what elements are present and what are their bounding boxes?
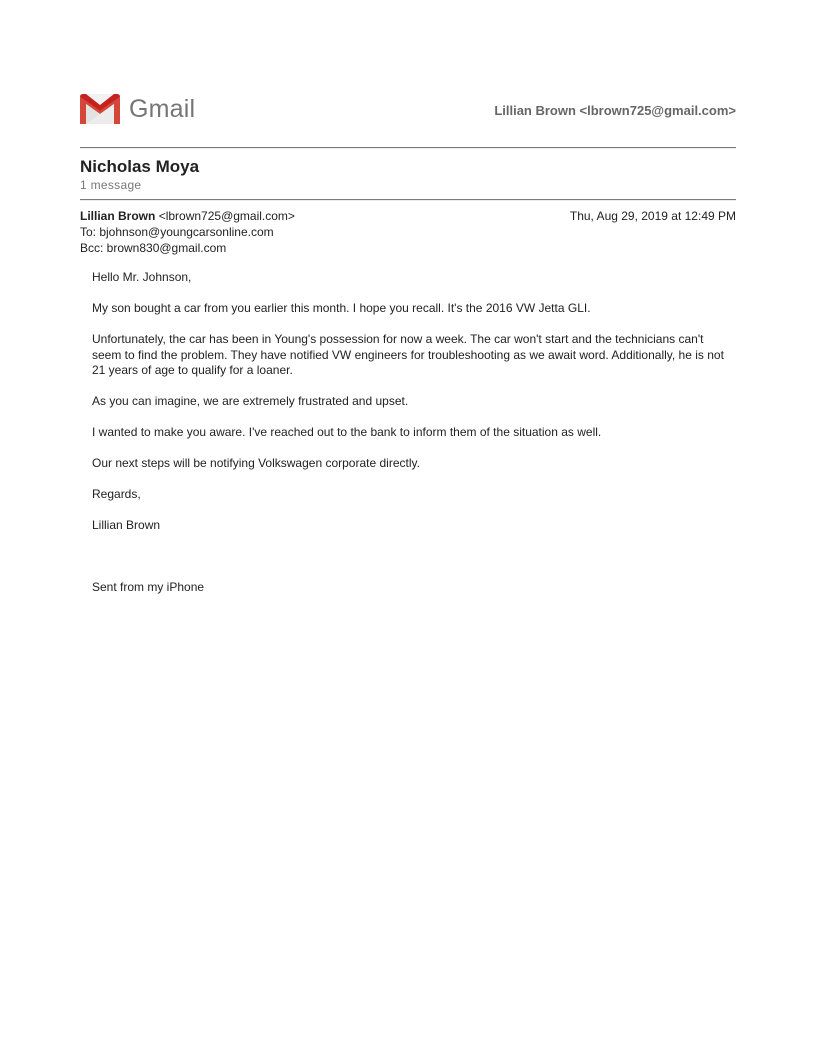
body-paragraph: My son bought a car from you earlier this month. I hope you recall. It's the 2016 VW Jetta GLI. [92, 301, 591, 315]
body-paragraph: I wanted to make you aware. I've reached out to the bank to inform them of the situation as well. [92, 425, 602, 439]
message-body [92, 270, 732, 611]
print-header [80, 92, 736, 128]
divider-thread [80, 199, 736, 201]
greeting: Hello Mr. Johnson, [92, 270, 192, 284]
gmail-envelope-icon [80, 94, 120, 124]
signature-spacer [92, 549, 732, 580]
body-paragraph: As you can imagine, we are extremely frustrated and upset. [92, 394, 409, 408]
message-count: 1 message [80, 178, 142, 192]
gmail-wordmark: Gmail [129, 95, 196, 123]
sender-name: Lillian Brown [80, 209, 156, 223]
thread-subject: Nicholas Moya [80, 157, 200, 176]
sender-email: <lbrown725@gmail.com> [158, 209, 295, 223]
body-paragraph: Unfortunately, the car has been in Young's possession for now a week. The car won't start and the technicians can't seem to find the problem. They have notified VW engineers for troubleshooting as we await word. Additionally, he is not 21 years of age to qualify for a loaner. [92, 332, 724, 377]
body-paragraph: Our next steps will be notifying Volkswagen corporate directly. [92, 456, 420, 470]
message-header [80, 208, 736, 256]
gmail-logo [80, 94, 195, 124]
recipient-bcc: Bcc: brown830@gmail.com [80, 241, 227, 255]
message-date: Thu, Aug 29, 2019 at 12:49 PM [569, 209, 736, 223]
divider-top [80, 147, 736, 149]
recipient-to: To: bjohnson@youngcarsonline.com [80, 225, 274, 239]
mobile-signature: Sent from my iPhone [92, 580, 205, 594]
account-identity: Lillian Brown <lbrown725@gmail.com> [494, 103, 736, 118]
closing: Regards, [92, 487, 141, 501]
signature-name: Lillian Brown [92, 518, 161, 532]
